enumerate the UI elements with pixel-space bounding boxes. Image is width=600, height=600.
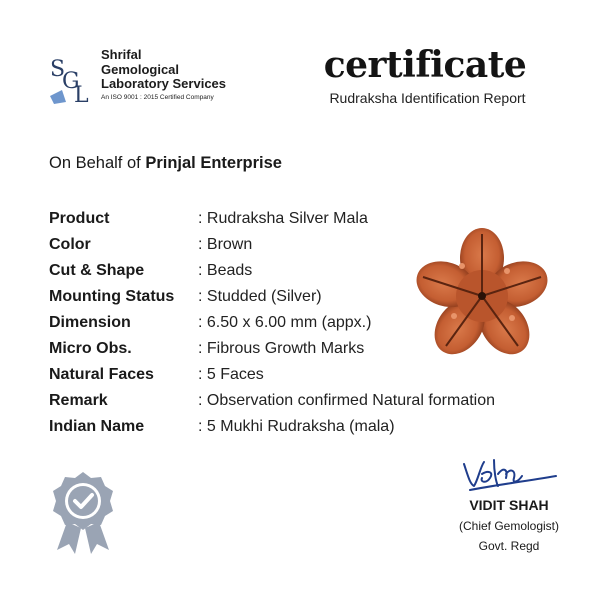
detail-value: : 5 Faces [198,366,264,383]
signature-image [460,452,560,494]
detail-label: Product [49,210,110,227]
detail-label: Color [49,236,91,253]
company-name-line-3: Laboratory Services [101,76,227,92]
client-name: Prinjal Enterprise [145,154,282,172]
detail-label: Natural Faces [49,366,154,383]
svg-text:S: S [50,57,66,82]
certified-badge-icon [49,470,117,556]
detail-value: : Rudraksha Silver Mala [198,210,368,227]
detail-value: : 6.50 x 6.00 mm (appx.) [198,314,372,331]
signatory-registration: Govt. Regd [478,539,540,553]
behalf-line [49,154,282,173]
detail-value: : Fibrous Growth Marks [198,340,365,357]
detail-label: Mounting Status [49,288,175,305]
signatory-name: VIDIT SHAH [469,497,549,513]
sgl-logo [48,52,92,106]
rudraksha-bead-image [416,228,548,364]
detail-value: : Observation confirmed Natural formation [198,392,496,409]
detail-value: : Brown [198,236,253,253]
svg-text:G: G [62,69,80,94]
company-name-line-2: Gemological [101,61,180,77]
certificate-title: certificate [323,44,527,86]
detail-label: Cut & Shape [49,262,145,279]
company-name-block [101,48,226,101]
svg-text:L: L [74,83,89,106]
detail-label: Indian Name [49,418,145,435]
detail-label: Micro Obs. [49,340,132,357]
certificate-subtitle: Rudraksha Identification Report [329,90,526,106]
detail-label: Dimension [49,314,131,331]
signatory-role: (Chief Gemologist) [458,519,560,533]
detail-label: Remark [49,392,108,409]
iso-note: An ISO 9001 : 2015 Certified Company [101,93,214,101]
company-name-line-1: Shrifal [101,47,142,62]
detail-value: : 5 Mukhi Rudraksha (mala) [198,418,395,435]
behalf-prefix: On Behalf of [49,154,146,172]
detail-value: : Beads [198,262,253,279]
detail-value: : Studded (Silver) [198,288,322,305]
